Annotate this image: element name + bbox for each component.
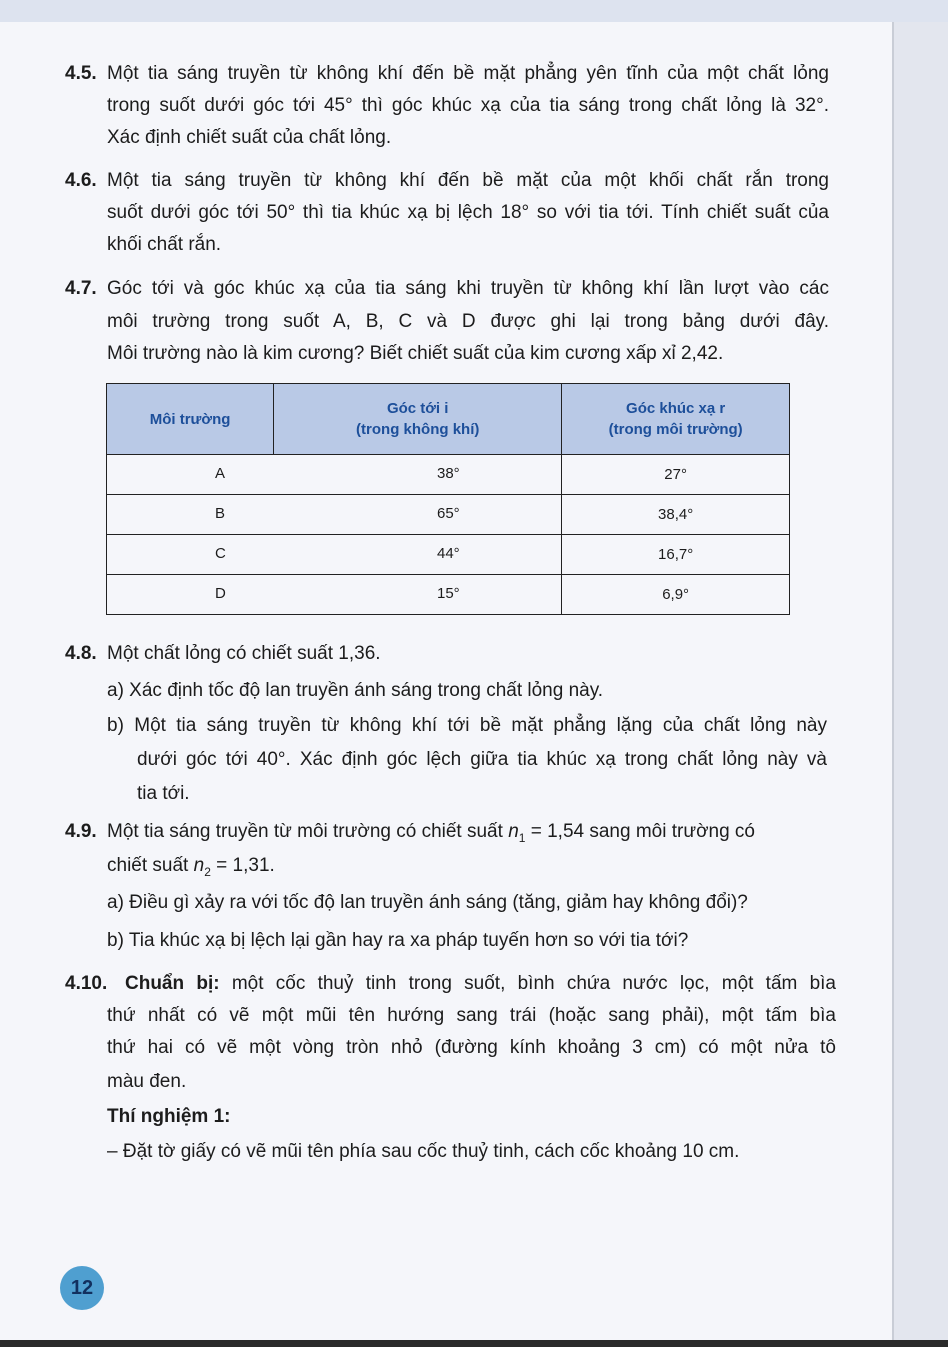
table-row bbox=[107, 455, 790, 495]
refraction-cell: 6,9° bbox=[562, 575, 790, 615]
bottom-edge bbox=[0, 1340, 948, 1347]
refraction-cell: 16,7° bbox=[562, 535, 790, 575]
experiment-step: – Đặt tờ giấy có vẽ mũi tên phía sau cốc thuỷ tinh, cách cốc khoảng 10 cm. bbox=[107, 1141, 740, 1162]
sub-question-b: b) Một tia sáng truyền từ không khí tới bề mặt phẳng lặng của chất lỏng này bbox=[107, 715, 827, 736]
problem-text-line: môi trường trong suốt A, B, C và D được ghi lại trong bảng dưới đây. bbox=[107, 311, 829, 332]
problem-text-line: thứ nhất có vẽ một mũi tên hướng sang trái (hoặc sang phải), một tấm bìa bbox=[107, 1005, 836, 1026]
problem-text-line: Góc tới và góc khúc xạ của tia sáng khi truyền từ không khí lần lượt vào các bbox=[107, 278, 829, 299]
table-row bbox=[107, 575, 790, 615]
header-medium: Môi trường bbox=[107, 384, 274, 455]
problem-text-line: suốt dưới góc tới 50° thì tia khúc xạ bị lệch 18° so với tia tới. Tính chiết suất của bbox=[107, 202, 829, 223]
problem-text-line: màu đen. bbox=[107, 1071, 187, 1092]
incidence-cell: 65° bbox=[437, 505, 460, 522]
problem-text-line: Một tia sáng truyền từ không khí đến bề mặt của một khối chất rắn trong bbox=[107, 170, 829, 191]
problem-text-line: khối chất rắn. bbox=[107, 234, 222, 255]
table-row bbox=[107, 535, 790, 575]
problem-number: 4.9. bbox=[65, 821, 97, 842]
incidence-cell: 44° bbox=[437, 545, 460, 562]
sub-question-a: a) Điều gì xảy ra với tốc độ lan truyền ánh sáng (tăng, giảm hay không đổi)? bbox=[107, 892, 748, 913]
problem-number: 4.8. bbox=[65, 643, 97, 664]
refraction-cell: 27° bbox=[562, 455, 790, 495]
refraction-cell: 38,4° bbox=[562, 495, 790, 535]
problem-text-line: Chuẩn bị: một cốc thuỷ tinh trong suốt, bình chứa nước lọc, một tấm bìa bbox=[125, 973, 836, 994]
top-band bbox=[0, 0, 948, 22]
refraction-table bbox=[106, 383, 790, 615]
medium-cell: B bbox=[215, 505, 226, 522]
problem-text-line: Một tia sáng truyền từ không khí đến bề mặt phẳng yên tĩnh của một chất lỏng bbox=[107, 63, 829, 84]
problem-number: 4.5. bbox=[65, 63, 97, 84]
problem-text-line: Một tia sáng truyền từ môi trường có chiết suất $n_1 = 1,54$ sang môi trường có bbox=[107, 821, 756, 845]
problem-text-line: trong suốt dưới góc tới 45° thì góc khúc xạ của tia sáng trong chất lỏng là 32°. bbox=[107, 95, 829, 116]
problem-text-line: Một chất lỏng có chiết suất 1,36. bbox=[107, 643, 381, 664]
problem-number: 4.10. bbox=[65, 973, 108, 994]
problem-number: 4.6. bbox=[65, 170, 97, 191]
problem-number: 4.7. bbox=[65, 278, 97, 299]
experiment-label: Thí nghiệm 1: bbox=[107, 1106, 231, 1127]
sub-question-a: a) Xác định tốc độ lan truyền ánh sáng trong chất lỏng này. bbox=[107, 680, 604, 701]
prep-label: Chuẩn bị: bbox=[125, 973, 220, 994]
page-number-badge: 12 bbox=[60, 1266, 104, 1310]
problem-text-line: Xác định chiết suất của chất lỏng. bbox=[107, 127, 392, 148]
problem-text-line: thứ hai có vẽ một vòng tròn nhỏ (đường kính khoảng 3 cm) có một nửa tô bbox=[107, 1037, 836, 1058]
header-incidence-angle: Góc tới i (trong không khí) bbox=[274, 384, 562, 455]
problem-text-line: chiết suất $n_2 = 1,31$. bbox=[107, 855, 275, 879]
table-header-row bbox=[107, 384, 790, 455]
table-row bbox=[107, 495, 790, 535]
medium-cell: A bbox=[215, 465, 226, 482]
incidence-cell: 38° bbox=[437, 465, 460, 482]
sub-question-b-line: dưới góc tới 40°. Xác định góc lệch giữa tia khúc xạ trong chất lỏng này và bbox=[137, 749, 827, 770]
incidence-cell: 15° bbox=[437, 585, 460, 602]
problem-text-line: Môi trường nào là kim cương? Biết chiết suất của kim cương xấp xỉ 2,42. bbox=[107, 343, 724, 364]
medium-cell: C bbox=[215, 545, 226, 562]
sub-question-b-line: tia tới. bbox=[137, 783, 190, 804]
medium-cell: D bbox=[215, 585, 226, 602]
header-refraction-angle: Góc khúc xạ r (trong môi trường) bbox=[562, 384, 790, 455]
sub-question-b: b) Tia khúc xạ bị lệch lại gần hay ra xa pháp tuyến hơn so với tia tới? bbox=[107, 930, 689, 951]
page-edge bbox=[892, 22, 948, 1347]
